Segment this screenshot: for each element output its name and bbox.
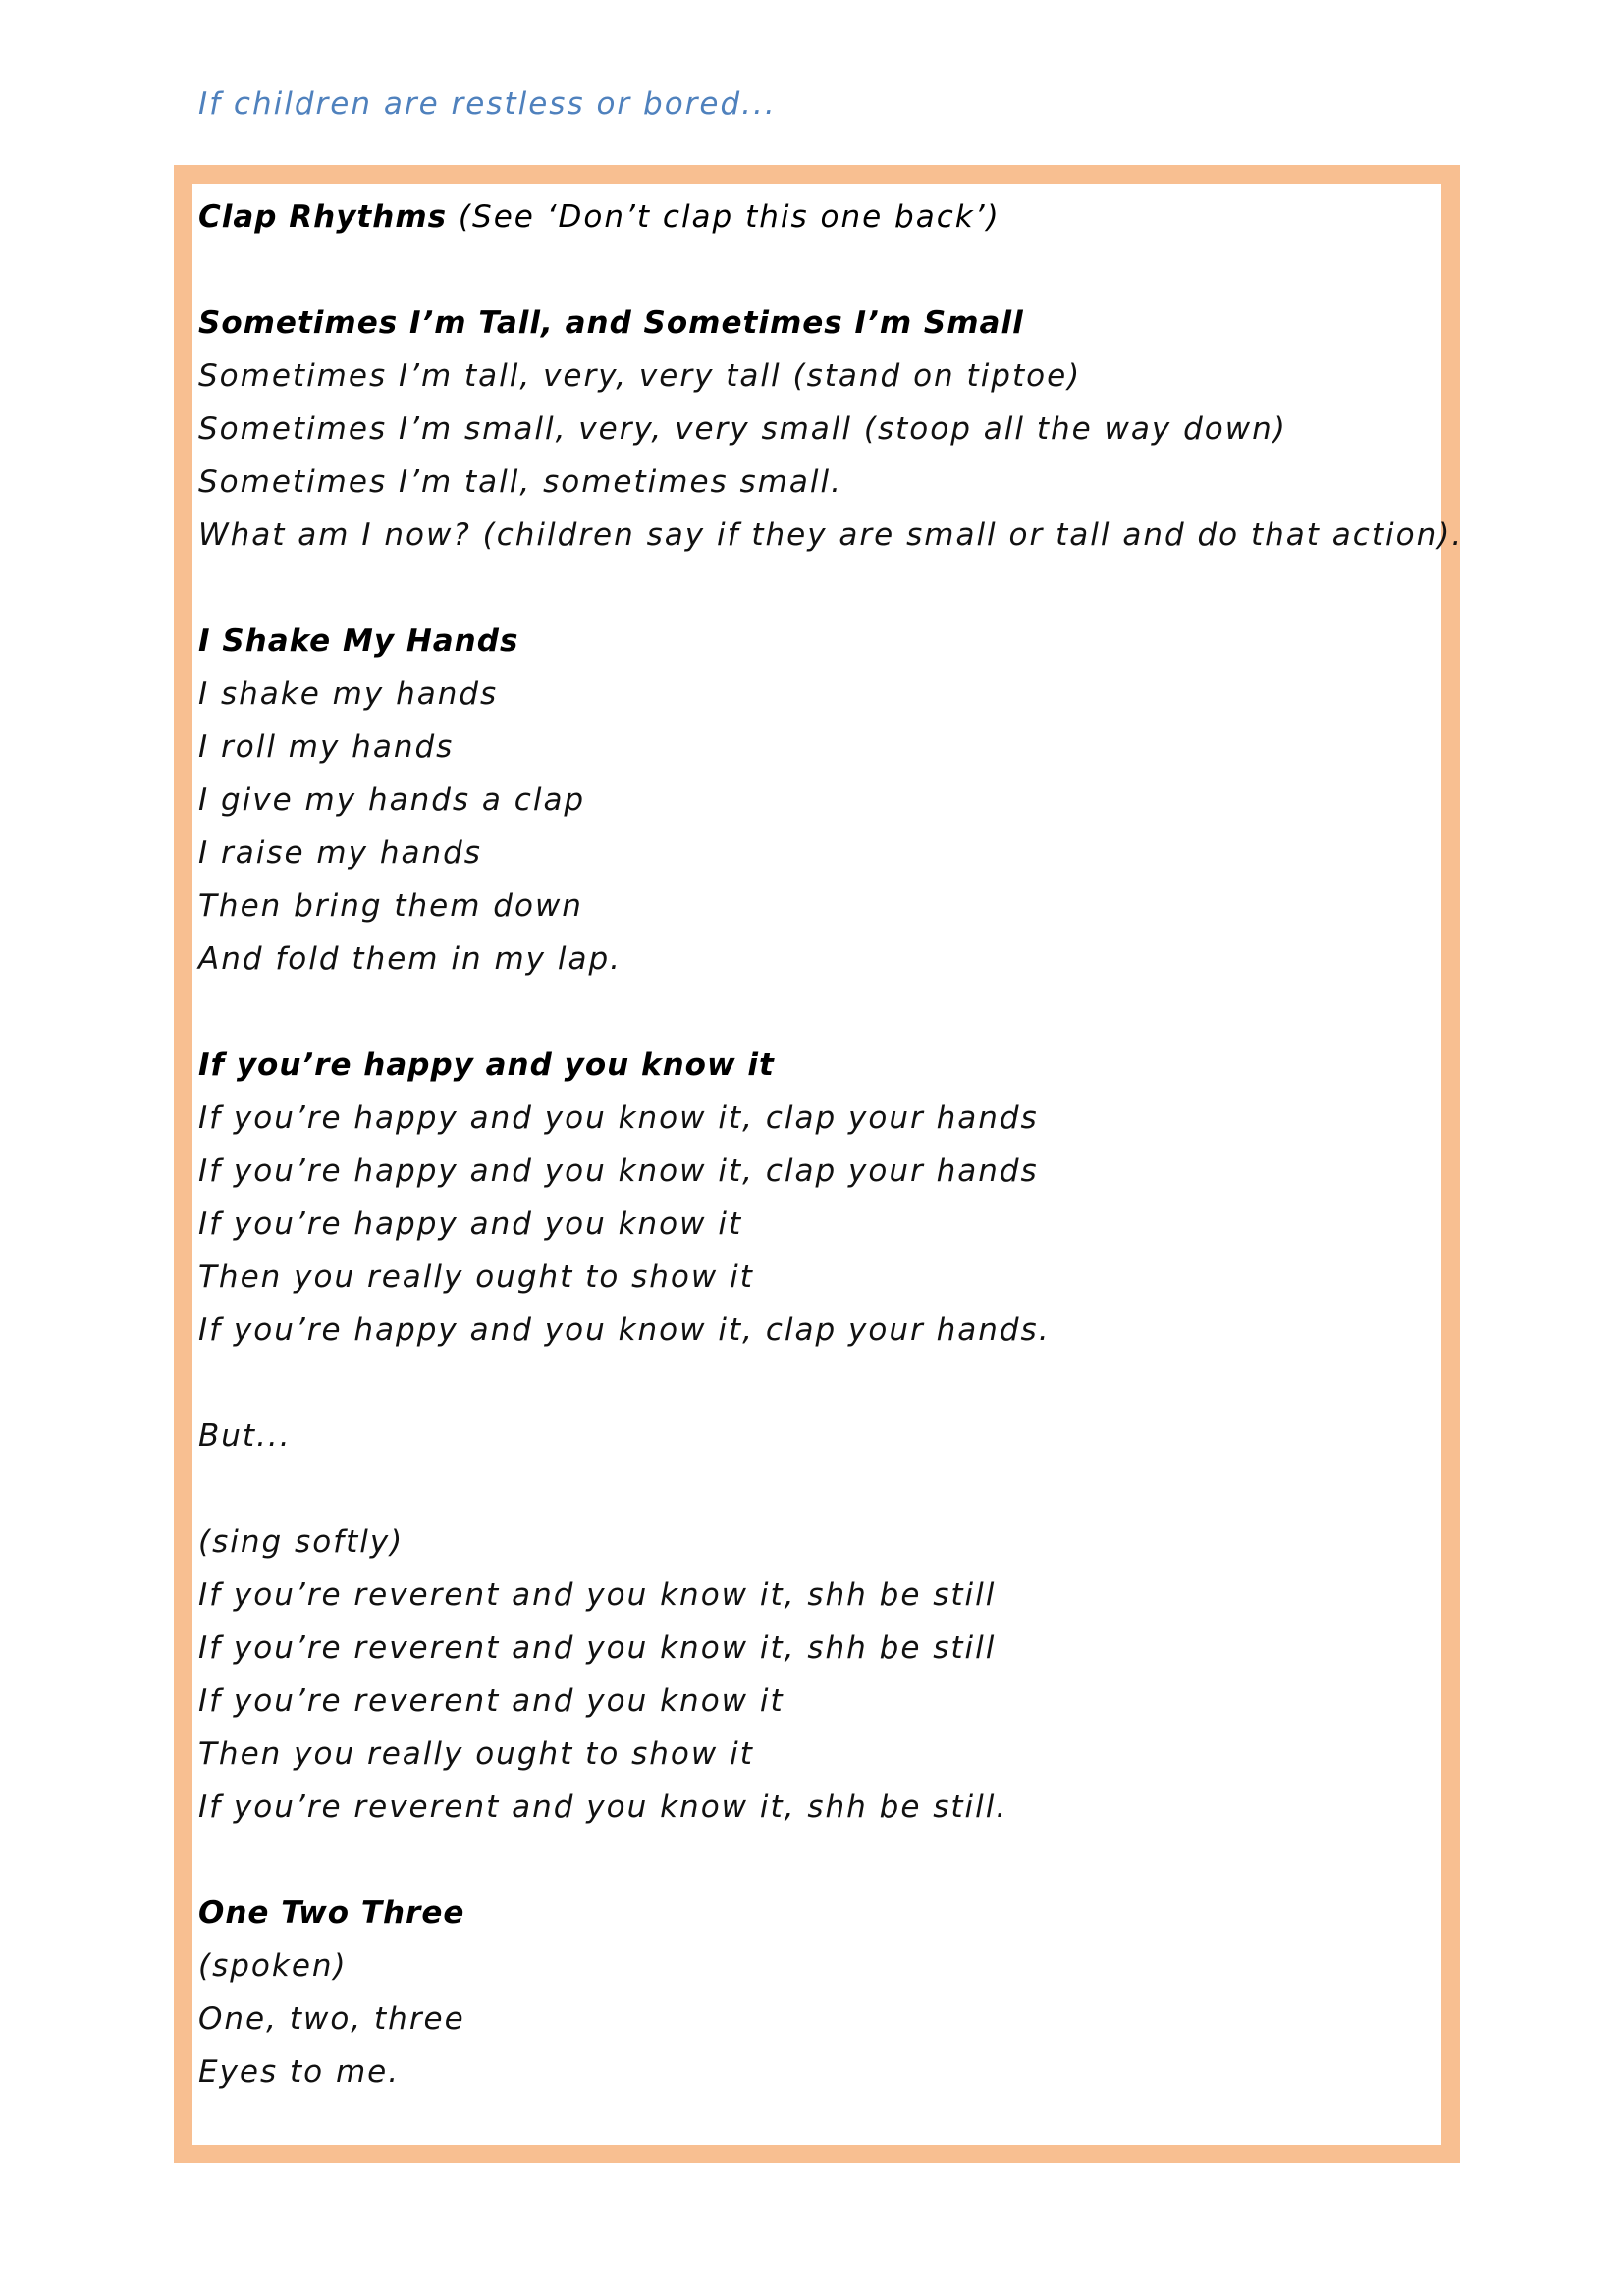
happy-line: If you’re happy and you know it, clap your hands.	[198, 1312, 1051, 1348]
clap-rhythms-note: (See ‘Don’t clap this one back’)	[447, 199, 1001, 235]
spoken-direction: (spoken)	[198, 1949, 348, 1984]
happy-line: If you’re happy and you know it	[198, 1206, 743, 1242]
clap-rhythms-title: Clap Rhythms	[198, 199, 448, 235]
shake-hands-line: I give my hands a clap	[198, 782, 586, 818]
spacer	[198, 1834, 1445, 1887]
spacer	[198, 243, 1445, 296]
tall-small-line: What am I now? (children say if they are small or tall and do that action).	[198, 517, 1464, 553]
reverent-line: Then you really ought to show it	[198, 1736, 754, 1772]
sing-softly-direction: (sing softly)	[198, 1524, 405, 1560]
spacer	[198, 561, 1445, 614]
tall-small-line: Sometimes I’m small, very, very small (stoop all the way down)	[198, 411, 1287, 447]
clap-rhythms-heading	[198, 190, 1445, 243]
spacer	[198, 1463, 1445, 1516]
shake-hands-line: I raise my hands	[198, 835, 482, 871]
happy-line: If you’re happy and you know it, clap your hands	[198, 1100, 1039, 1136]
spacer	[198, 986, 1445, 1039]
reverent-line: If you’re reverent and you know it, shh be still	[198, 1630, 997, 1666]
shake-hands-line: I shake my hands	[198, 676, 499, 712]
reverent-line: If you’re reverent and you know it, shh be still	[198, 1577, 997, 1613]
happy-but-text: But...	[198, 1418, 292, 1454]
spacer	[198, 1357, 1445, 1410]
reverent-line: If you’re reverent and you know it, shh be still.	[198, 1789, 1008, 1825]
reverent-line: If you’re reverent and you know it	[198, 1683, 785, 1719]
one-two-three-title: One Two Three	[198, 1896, 465, 1931]
tall-small-line: Sometimes I’m tall, sometimes small.	[198, 464, 842, 500]
happy-title: If you’re happy and you know it	[198, 1047, 775, 1083]
happy-line: If you’re happy and you know it, clap your hands	[198, 1153, 1039, 1189]
activities-content	[198, 190, 1464, 2099]
one-two-three-line: Eyes to me.	[198, 2055, 401, 2090]
shake-hands-line: Then bring them down	[198, 888, 583, 924]
one-two-three-line: One, two, three	[198, 2002, 465, 2037]
happy-line: Then you really ought to show it	[198, 1259, 754, 1295]
shake-hands-line: And fold them in my lap.	[198, 941, 622, 977]
page-header-note: If children are restless or bored...	[198, 86, 777, 122]
shake-hands-line: I roll my hands	[198, 729, 455, 765]
tall-small-line: Sometimes I’m tall, very, very tall (stand on tiptoe)	[198, 358, 1082, 394]
tall-small-title: Sometimes I’m Tall, and Sometimes I’m Small	[198, 305, 1024, 341]
shake-hands-title: I Shake My Hands	[198, 623, 519, 659]
